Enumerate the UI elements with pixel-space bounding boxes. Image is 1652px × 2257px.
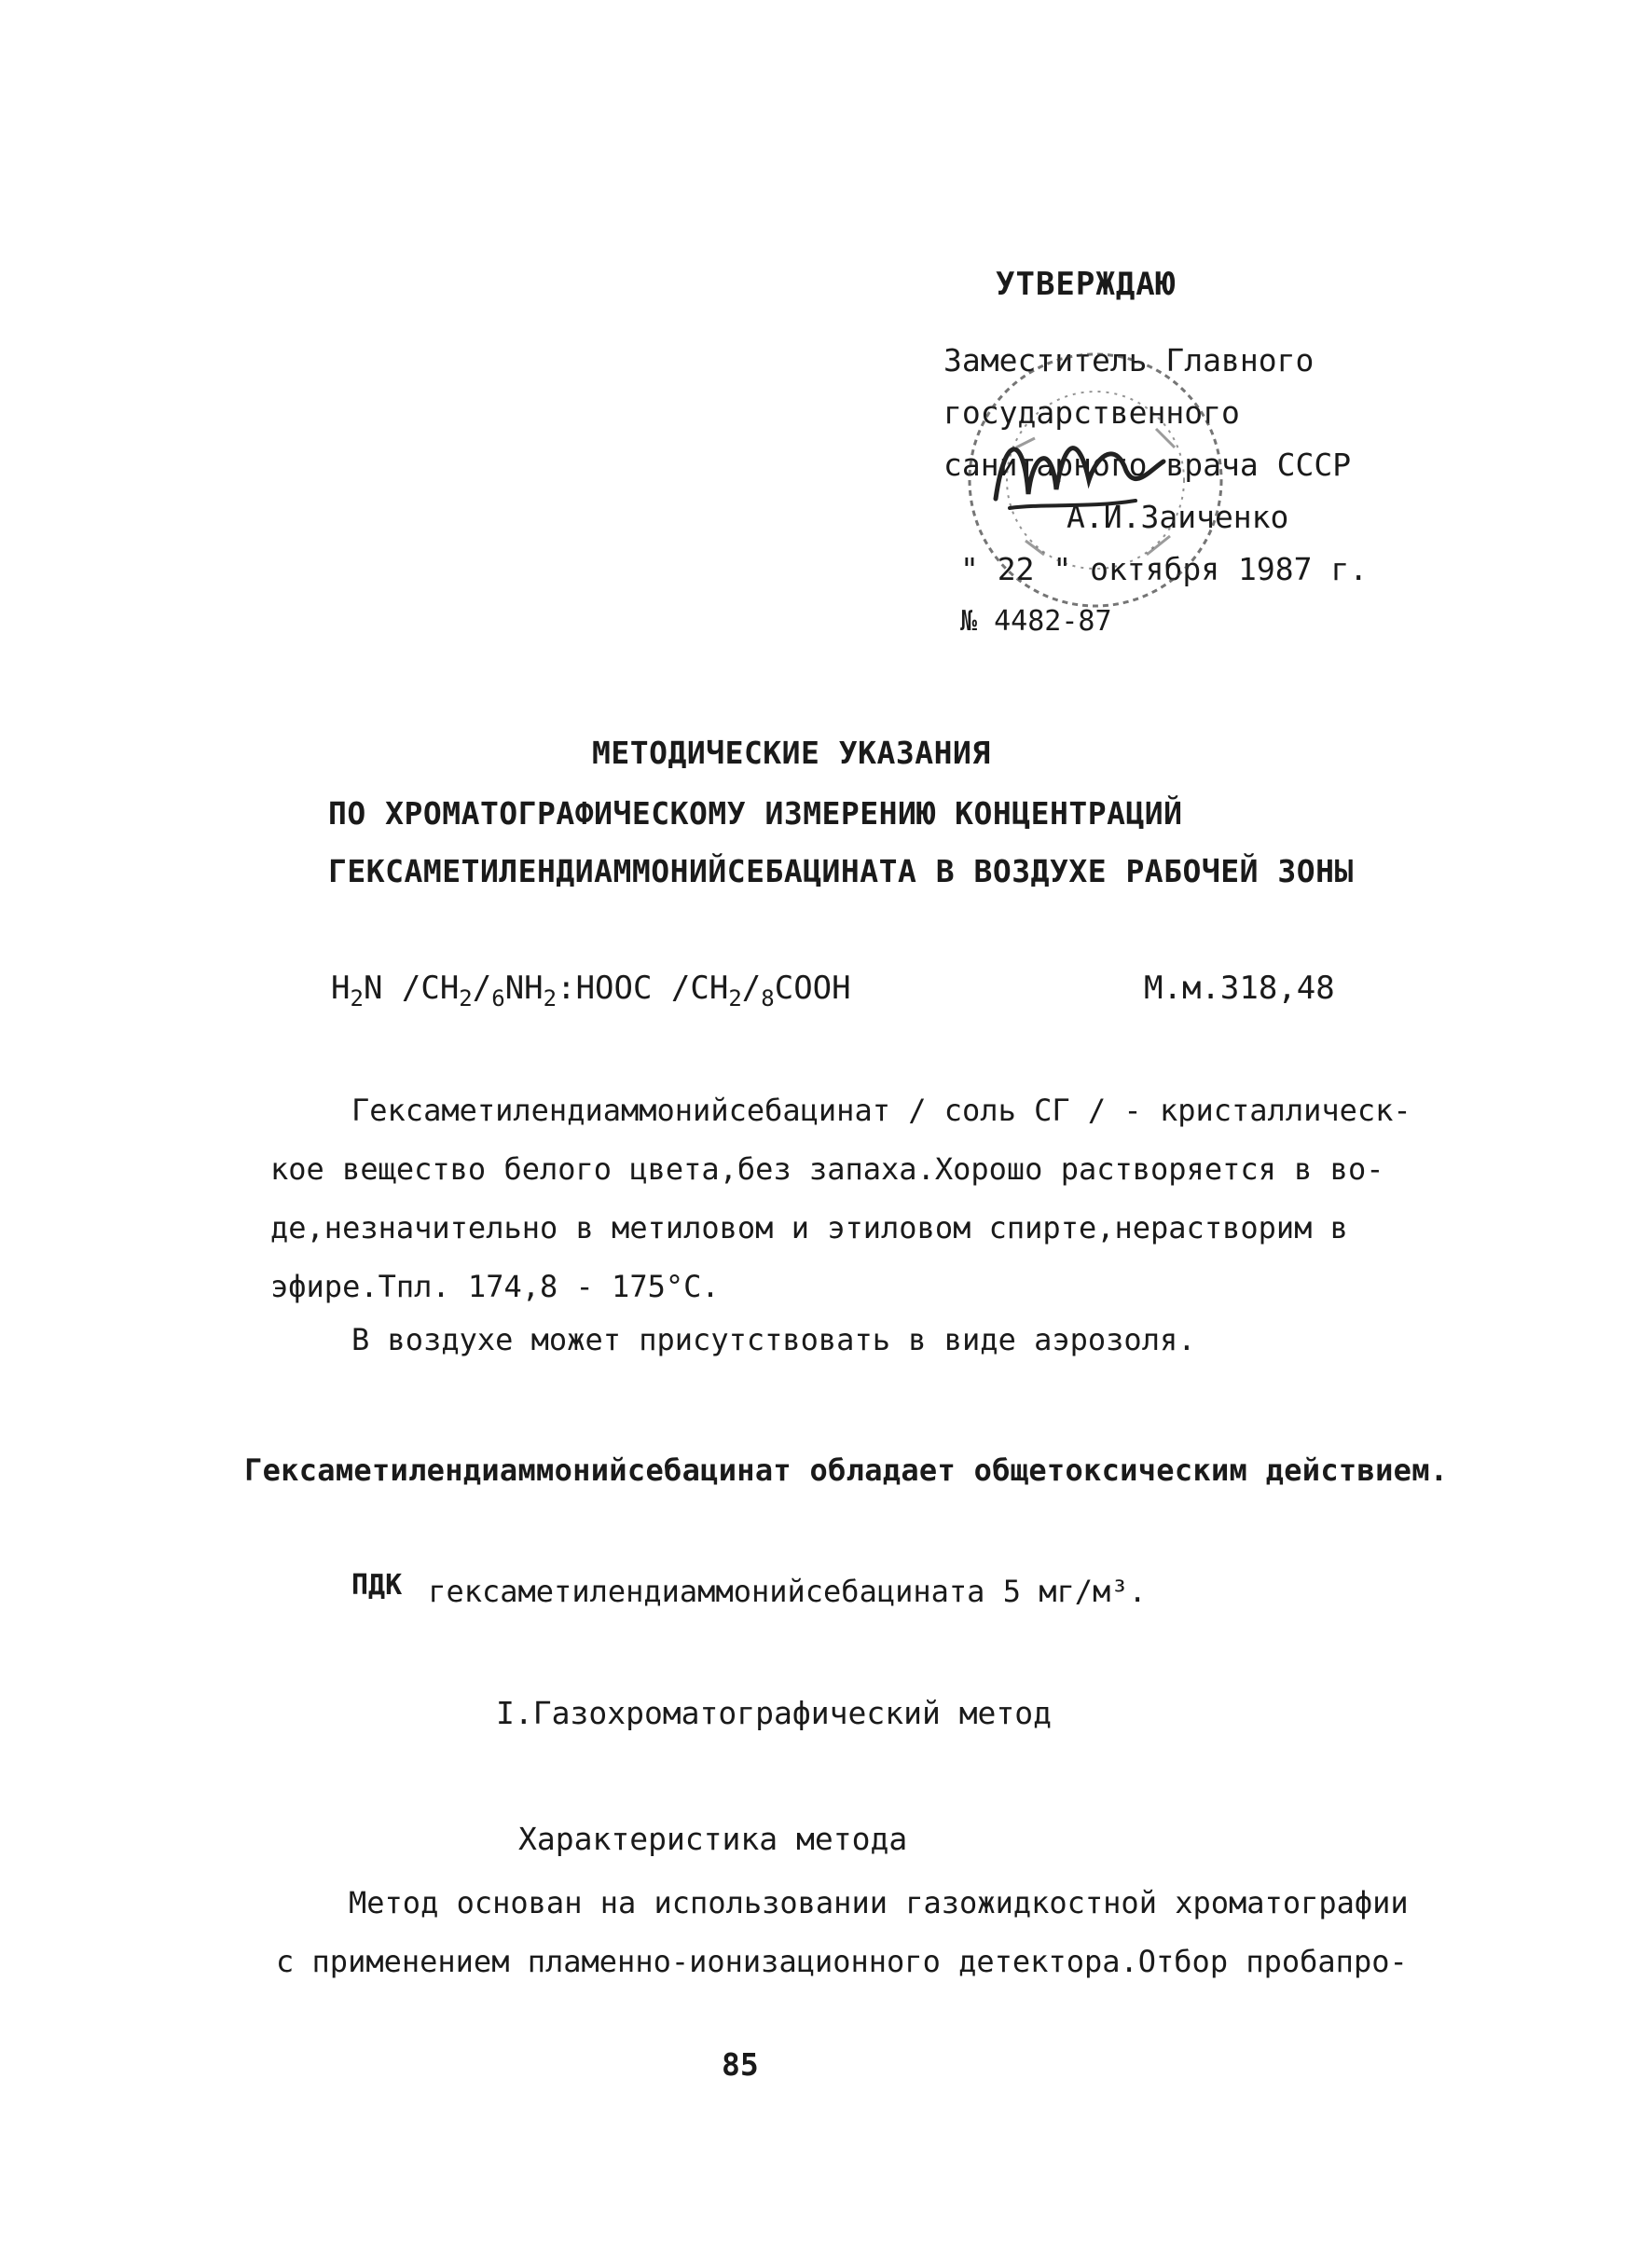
section-subtitle: Характеристика метода [518, 1821, 908, 1857]
formula-part: N /CH [363, 970, 460, 1007]
description-line: эфире.Тпл. 174,8 - 175°С. [270, 1269, 720, 1304]
molar-mass: М.м.318,48 [1144, 970, 1335, 1007]
approval-signer: А.И.Заиченко [1067, 499, 1289, 535]
formula-sub: 6 [491, 984, 505, 1012]
description-line: де,незначительно в метиловом и этиловом спирте,нерастворим в [270, 1210, 1348, 1245]
approval-date: " 22 " октября 1987 г. [960, 551, 1369, 587]
formula-part: / [741, 970, 762, 1007]
formula-sub: 2 [543, 984, 558, 1012]
approval-number: № 4482-87 [960, 605, 1112, 638]
formula-part: COOH [774, 970, 851, 1007]
toxicity-statement: Гексаметилендиаммонийсебацинат обладает общетоксическим действием. [244, 1452, 1449, 1488]
description-line: Гексаметилендиаммонийсебацинат / соль СГ / - кристаллическ- [351, 1093, 1411, 1128]
description-paragraph [270, 1081, 1417, 1316]
page-number: 85 [722, 2046, 759, 2083]
formula-part: NH [504, 970, 544, 1007]
formula-sub: 2 [728, 984, 742, 1012]
heading-line-3: ГЕКСАМЕТИЛЕНДИАММОНИЙСЕБАЦИНАТА В ВОЗДУХЕ РАБОЧЕЙ ЗОНЫ [328, 853, 1354, 889]
formula-sub: 8 [761, 984, 775, 1012]
pdk-value: гексаметилендиаммонийсебацината 5 мг/м³. [428, 1574, 1147, 1609]
approval-title: УТВЕРЖДАЮ [996, 266, 1177, 303]
heading-line-1: МЕТОДИЧЕСКИЕ УКАЗАНИЯ [592, 735, 991, 771]
approval-line-2: государственного [943, 394, 1240, 431]
approval-line-3: санитарного врача СССР [943, 447, 1352, 483]
formula-sub: 2 [350, 984, 364, 1012]
formula-sub: 2 [459, 984, 473, 1012]
method-line: с применением пламенно-ионизационного детектора.Отбор пробапро- [276, 1944, 1408, 1979]
chemical-formula [331, 970, 851, 1012]
pdk-label: ПДК [351, 1569, 403, 1602]
formula-part: / [472, 970, 492, 1007]
description-line: кое вещество белого цвета,без запаха.Хорошо растворяется в во- [270, 1151, 1384, 1187]
formula-part: :HOOC /CH [557, 970, 729, 1007]
section-title: I.Газохроматографический метод [496, 1695, 1053, 1731]
formula-part: H [331, 970, 351, 1007]
aerosol-note: В воздухе может присутствовать в виде аэрозоля. [351, 1322, 1196, 1357]
pdk-line [351, 1569, 1147, 1609]
signature-icon [986, 415, 1173, 527]
approval-line-1: Заместитель Главного [943, 342, 1315, 378]
heading-line-2: ПО ХРОМАТОГРАФИЧЕСКОМУ ИЗМЕРЕНИЮ КОНЦЕНТРАЦИЙ [328, 795, 1183, 832]
method-paragraph [276, 1874, 1479, 1991]
method-line: Метод основан на использовании газожидкостной хроматографии [349, 1885, 1409, 1920]
